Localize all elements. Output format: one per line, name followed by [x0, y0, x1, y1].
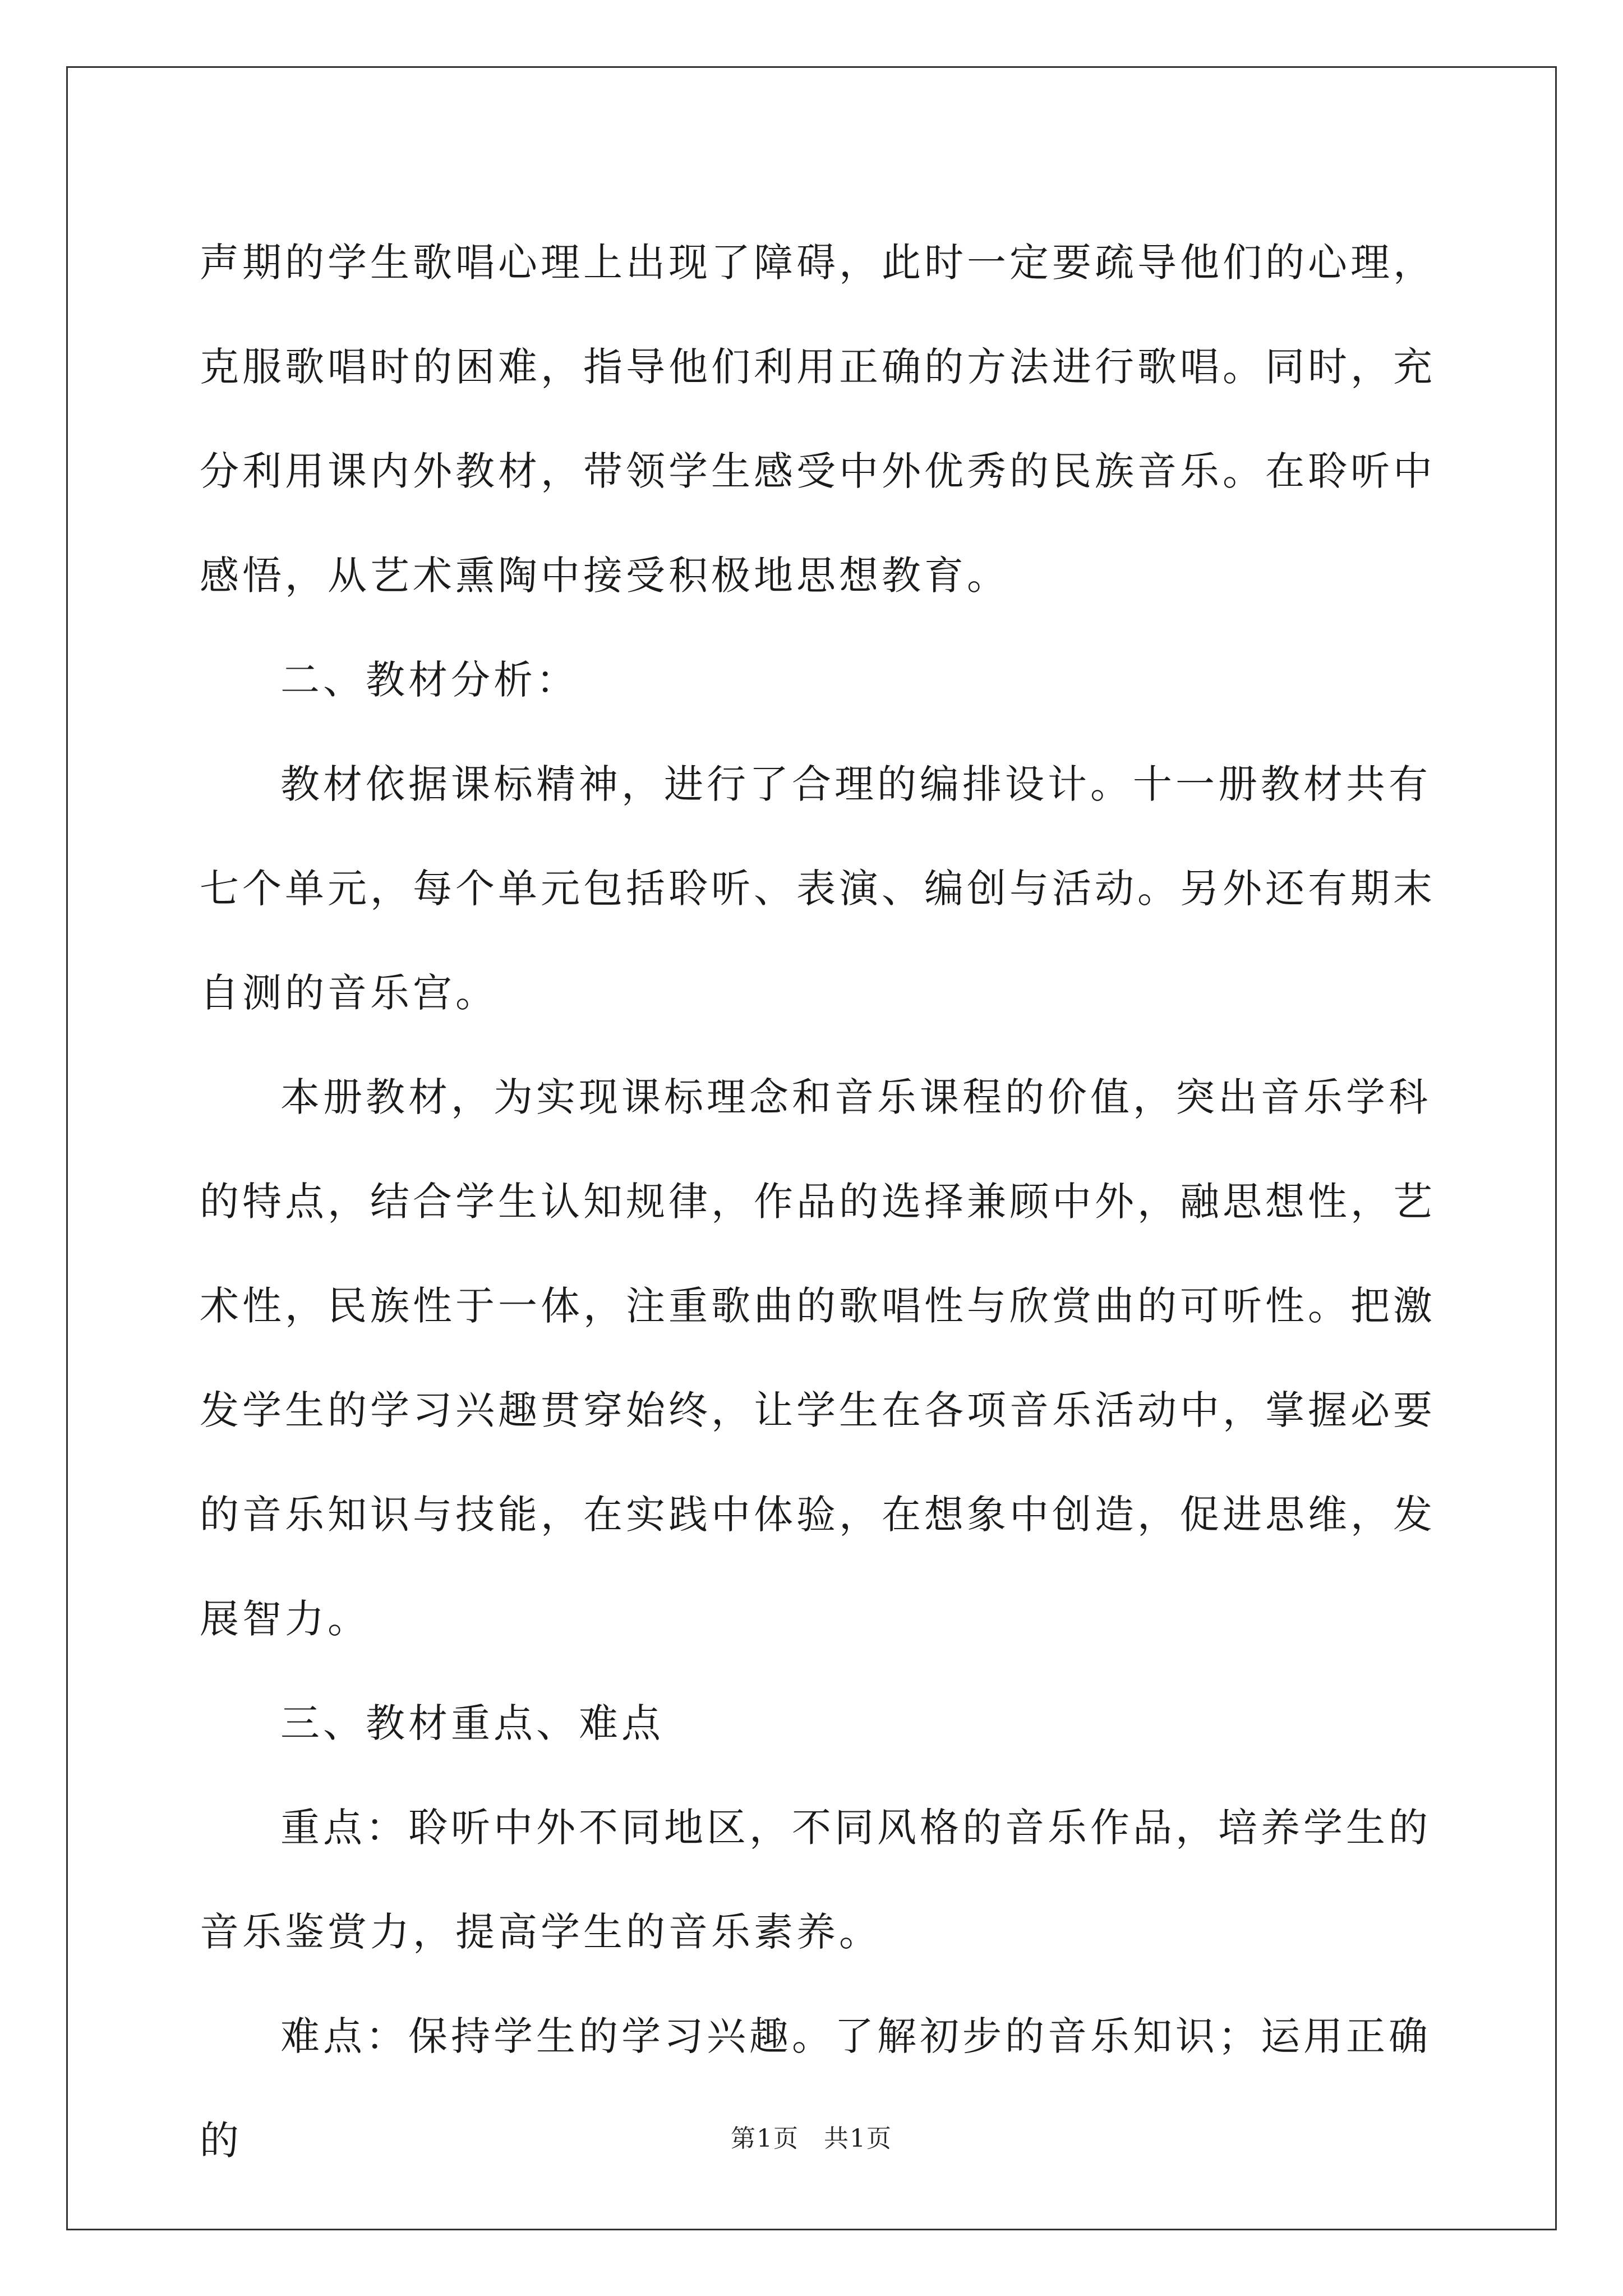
page-number-total: 共1页	[824, 2124, 892, 2153]
page-number-current: 第1页	[731, 2124, 799, 2153]
paragraph-singing-psychology: 声期的学生歌唱心理上出现了障碍，此时一定要疏导他们的心理，克服歌唱时的困难，指导他们利用正确的方法进行歌唱。同时，充分利用课内外教材，带领学生感受中外优秀的民族音乐。在聆听中感悟，从艺术熏陶中接受积极地思想教育。	[200, 240, 1436, 599]
heading-textbook-analysis: 二、教材分析：	[280, 657, 579, 703]
page-footer	[0, 2118, 1623, 2154]
heading-key-difficult-points: 三、教材重点、难点	[280, 1700, 664, 1746]
paragraph-textbook-structure: 教材依据课标精神，进行了合理的编排设计。十一册教材共有七个单元，每个单元包括聆听、表演、编创与活动。另外还有期末自测的音乐宫。	[200, 761, 1436, 1016]
paragraph-key-points: 重点：聆听中外不同地区，不同风格的音乐作品，培养学生的音乐鉴赏力，提高学生的音乐素养。	[200, 1805, 1431, 1955]
paragraph-textbook-features: 本册教材，为实现课标理念和音乐课程的价值，突出音乐学科的特点，结合学生认知规律，作品的选择兼顾中外，融思想性，艺术性，民族性于一体，注重歌曲的歌唱性与欣赏曲的可听性。把激发学生的学习兴趣贯穿始终，让学生在各项音乐活动中，掌握必要的音乐知识与技能，在实践中体验，在想象中创造，促进思维，发展智力。	[200, 1074, 1436, 1642]
paragraph-difficult-points: 难点：保持学生的学习兴趣。了解初步的音乐知识；运用正确的	[200, 2013, 1431, 2164]
document-body	[200, 210, 1454, 2193]
